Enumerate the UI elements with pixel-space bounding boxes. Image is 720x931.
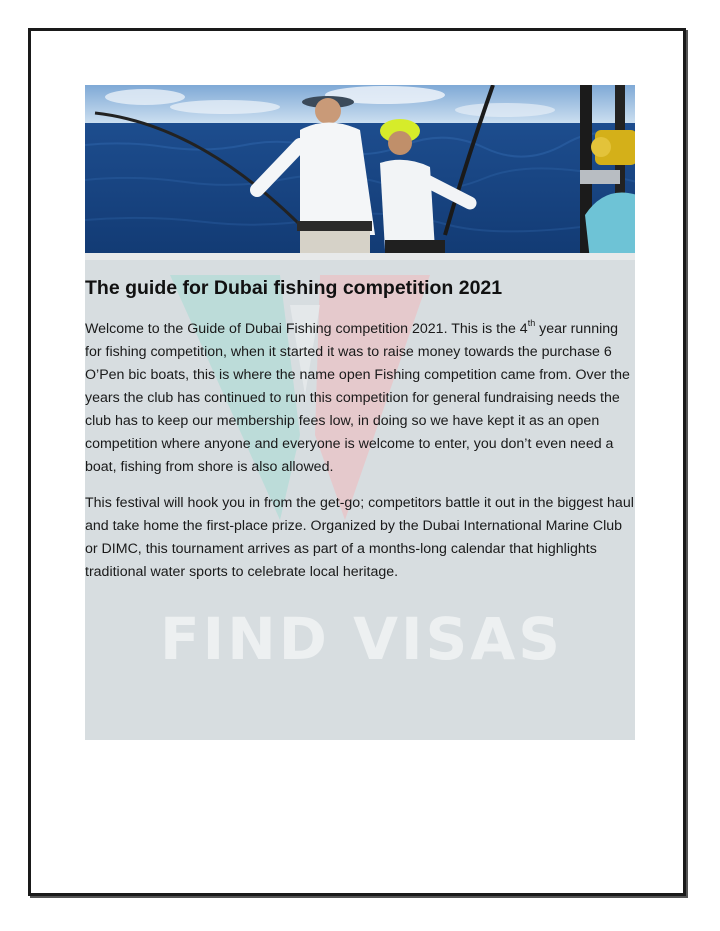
intro-text: Welcome to the Guide of Dubai Fishing competition 2021. This is the 4 <box>85 321 528 337</box>
watermark-text: FIND VISAS <box>160 605 563 673</box>
intro-paragraph <box>85 318 637 479</box>
ordinal-superscript: th <box>527 318 536 329</box>
festival-paragraph: This festival will hook you in from the get-go; competitors battle it out in the biggest haul and take home the first-place prize. Organized by the Dubai International Marine Club or DIMC, this tournament arrives as part of a months-long calendar that highlights traditional water sports to celebrate local heritage. <box>85 495 634 580</box>
intro-text-continued: year running for fishing competition, when it started it was to raise money towards the purchase 6 O’Pen bic boats, this is where the name open Fishing competition came from. Over the years the club has continued to run this competition for general fundraising needs the club has to keep our membership fees low, in doing so we have kept it as an open competition where anyone and everyone is welcome to enter, you don’t even need a boat, fishing from shore is also allowed. <box>85 321 630 475</box>
fishing-photo <box>85 85 635 260</box>
article-title: The guide for Dubai fishing competition 2021 <box>85 277 503 299</box>
